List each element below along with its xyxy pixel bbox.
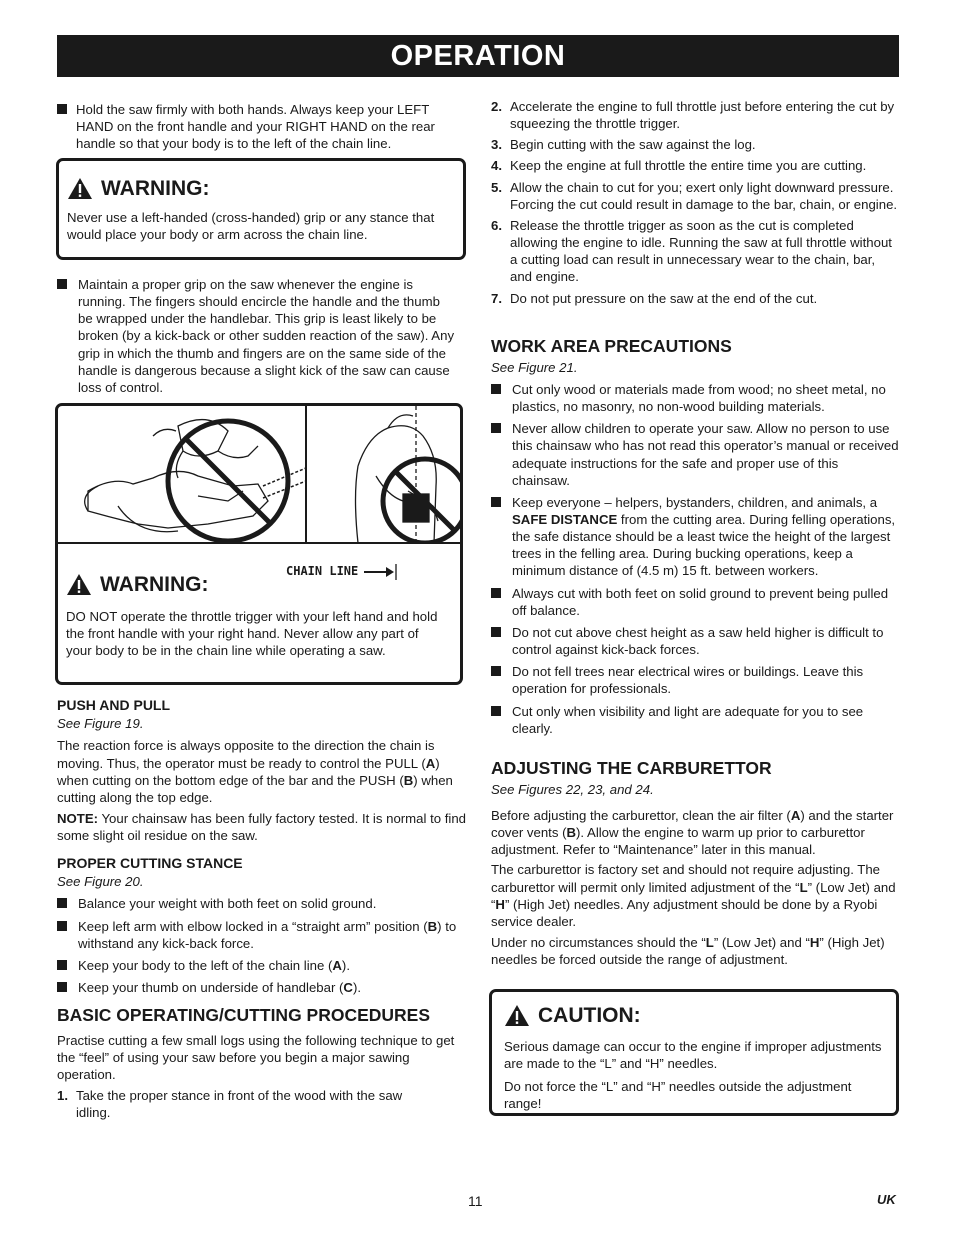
carburettor-paragraph-3: Under no circumstances should the “L” (Low Jet) and “H” (High Jet) needles be forced outside the range of adjustment. (491, 935, 885, 968)
chain-line-arrow-icon (364, 564, 398, 580)
step-5: 5. Allow the chain to cut for you; exert only light downward pressure. Forcing the cut could result in damage to the bar, chain, or engine. (491, 179, 898, 212)
proper-grip-text: Maintain a proper grip on the saw whenever the engine is running. The fingers should encircle the handle and the thumb be wrapped under the handlebar. This grip is least likely to be broken (by a kick-back or other sudden reaction of the saw). Any grip in which the thumb and fingers are on the same side of the handle is dangerous because a slight kick of the saw can cause loss of control. (78, 277, 455, 395)
warning-title-2 (66, 571, 209, 598)
grip-bullet-text: Hold the saw firmly with both hands. Always keep your LEFT HAND on the front handle and your RIGHT HAND on the rear handle so that your body is to the left of the chain line. (76, 102, 435, 152)
work-area-section (491, 335, 899, 737)
work-bullet-2: Never allow children to operate your saw. Allow no person to use this chainsaw who has not read this operator’s manual or received adequate instructions for the safe and proper use of this chainsaw. (491, 420, 899, 489)
chain-line-label (286, 564, 398, 580)
caution-box (489, 989, 899, 1116)
stance-bullet-1: Balance your weight with both feet on solid ground. (57, 895, 467, 912)
warning-text-2: DO NOT operate the throttle trigger with your left hand and hold the front handle with your right hand. Never allow any part of your body to be in the chain line while operating a saw. (66, 609, 438, 659)
step-3: 3. Begin cutting with the saw against the log. (491, 137, 756, 153)
stance-bullet-2: Keep left arm with elbow locked in a “straight arm” position (B) to withstand any kick-back force. (57, 918, 467, 952)
basic-operating-section (57, 1004, 467, 1122)
carburettor-paragraph-2: The carburettor is factory set and should not require adjusting. The carburettor will permit only limited adjustment of the “L” (Low Jet) and “H” (High Jet) needles. Any adjustment should be done by a Ryobi service dealer. (491, 862, 896, 929)
caution-title (504, 1002, 886, 1029)
work-area-see: See Figure 21. (491, 359, 578, 375)
work-bullet-1: Cut only wood or materials made from wood; no sheet metal, no plastics, no masonry, no non-wood building materials. (491, 381, 899, 415)
work-bullet-5: Do not cut above chest height as a saw held higher is difficult to control against kick-back forces. (491, 624, 899, 658)
push-pull-section (57, 696, 467, 844)
work-bullet-6: Do not fell trees near electrical wires or buildings. Leave this operation for professionals. (491, 663, 899, 697)
basic-intro: Practise cutting a few small logs using the following technique to get the “feel” of using your saw before you begin a major sawing operation. (57, 1032, 455, 1083)
page-title: OPERATION (57, 35, 899, 77)
grip-illustration (58, 406, 460, 544)
step-2: 2. Accelerate the engine to full throttle just before entering the cut by squeezing the throttle trigger. (491, 99, 895, 132)
warning-title-text: WARNING: (100, 573, 209, 596)
stance-see: See Figure 20. (57, 874, 144, 890)
steps-list (491, 98, 899, 307)
carburettor-heading: ADJUSTING THE CARBURETTOR (491, 758, 772, 778)
warning-title-text: WARNING: (101, 177, 210, 200)
caution-title-text: CAUTION: (538, 1004, 641, 1027)
work-bullet-7: Cut only when visibility and light are adequate for you to see clearly. (491, 703, 899, 737)
step-7: 7. Do not put pressure on the saw at the end of the cut. (491, 290, 818, 306)
chain-line-text: CHAIN LINE (286, 564, 359, 579)
left-chain-bar (263, 468, 306, 486)
stance-heading: PROPER CUTTING STANCE (57, 855, 243, 871)
basic-operating-heading: BASIC OPERATING/CUTTING PROCEDURES (57, 1005, 431, 1025)
step-4: 4. Keep the engine at full throttle the entire time you are cutting. (491, 158, 867, 174)
carburettor-paragraph-1: Before adjusting the carburettor, clean the air filter (A) and the starter cover vents (B). Allow the engine to warm up prior to carburettor adjustment. Refer to “Maintenance” later in this manual. (491, 807, 894, 858)
grip-bullet (57, 101, 467, 152)
page-number: 11 (468, 1193, 483, 1209)
proper-grip-bullet (57, 276, 457, 396)
work-area-heading: WORK AREA PRECAUTIONS (491, 336, 732, 356)
note-paragraph: NOTE: Your chainsaw has been fully factory tested. It is normal to find some slight oil residue on the saw. (57, 810, 467, 844)
region-label: UK (877, 1192, 896, 1207)
carburettor-see: See Figures 22, 23, and 24. (491, 781, 654, 797)
warning-text: Never use a left-handed (cross-handed) grip or any stance that would place your body or arm across the chain line. (67, 210, 435, 243)
figure-warning-box (55, 403, 463, 685)
stance-section (57, 854, 467, 996)
warning-box-grip (56, 158, 466, 260)
warning-title (67, 175, 453, 202)
step-1: 1. Take the proper stance in front of the wood with the saw idling. (57, 1088, 403, 1121)
push-pull-see: See Figure 19. (57, 716, 144, 732)
push-pull-paragraph: The reaction force is always opposite to the direction the chain is moving. Thus, the operator must be ready to control the PULL (A) when cutting on the bottom edge of the bar and the PUSH (B) when cutting along the top edge. (57, 738, 453, 805)
warning-icon (67, 177, 93, 200)
caution-paragraph-1: Serious damage can occur to the engine if improper adjustments are made to the “L” and “H” needles. (504, 1039, 882, 1072)
work-bullet-3: Keep everyone – helpers, bystanders, children, and animals, a SAFE DISTANCE from the cutting area. During felling operations, the safe distance should be a least twice the height of the largest trees in the felling area. During bucking operations, keep a minimum distance of (4.5 m) 15 ft. between workers. (491, 494, 899, 580)
stance-bullet-4: Keep your thumb on underside of handlebar (C). (57, 979, 467, 996)
caution-paragraph-2: Do not force the “L” and “H” needles outside the adjustment range! (504, 1078, 852, 1111)
step-6: 6. Release the throttle trigger as soon as the cut is completed allowing the engine to idle. Running the saw at full throttle without a cutting load can result in unnecessary wear to the chain, bar, and engine. (491, 217, 892, 285)
stance-bullet-3: Keep your body to the left of the chain line (A). (57, 957, 467, 974)
caution-icon (504, 1004, 530, 1027)
warning-icon (66, 573, 92, 596)
carburettor-section (491, 757, 899, 968)
push-pull-heading: PUSH AND PULL (57, 697, 171, 713)
work-bullet-4: Always cut with both feet on solid ground to prevent being pulled off balance. (491, 585, 899, 619)
